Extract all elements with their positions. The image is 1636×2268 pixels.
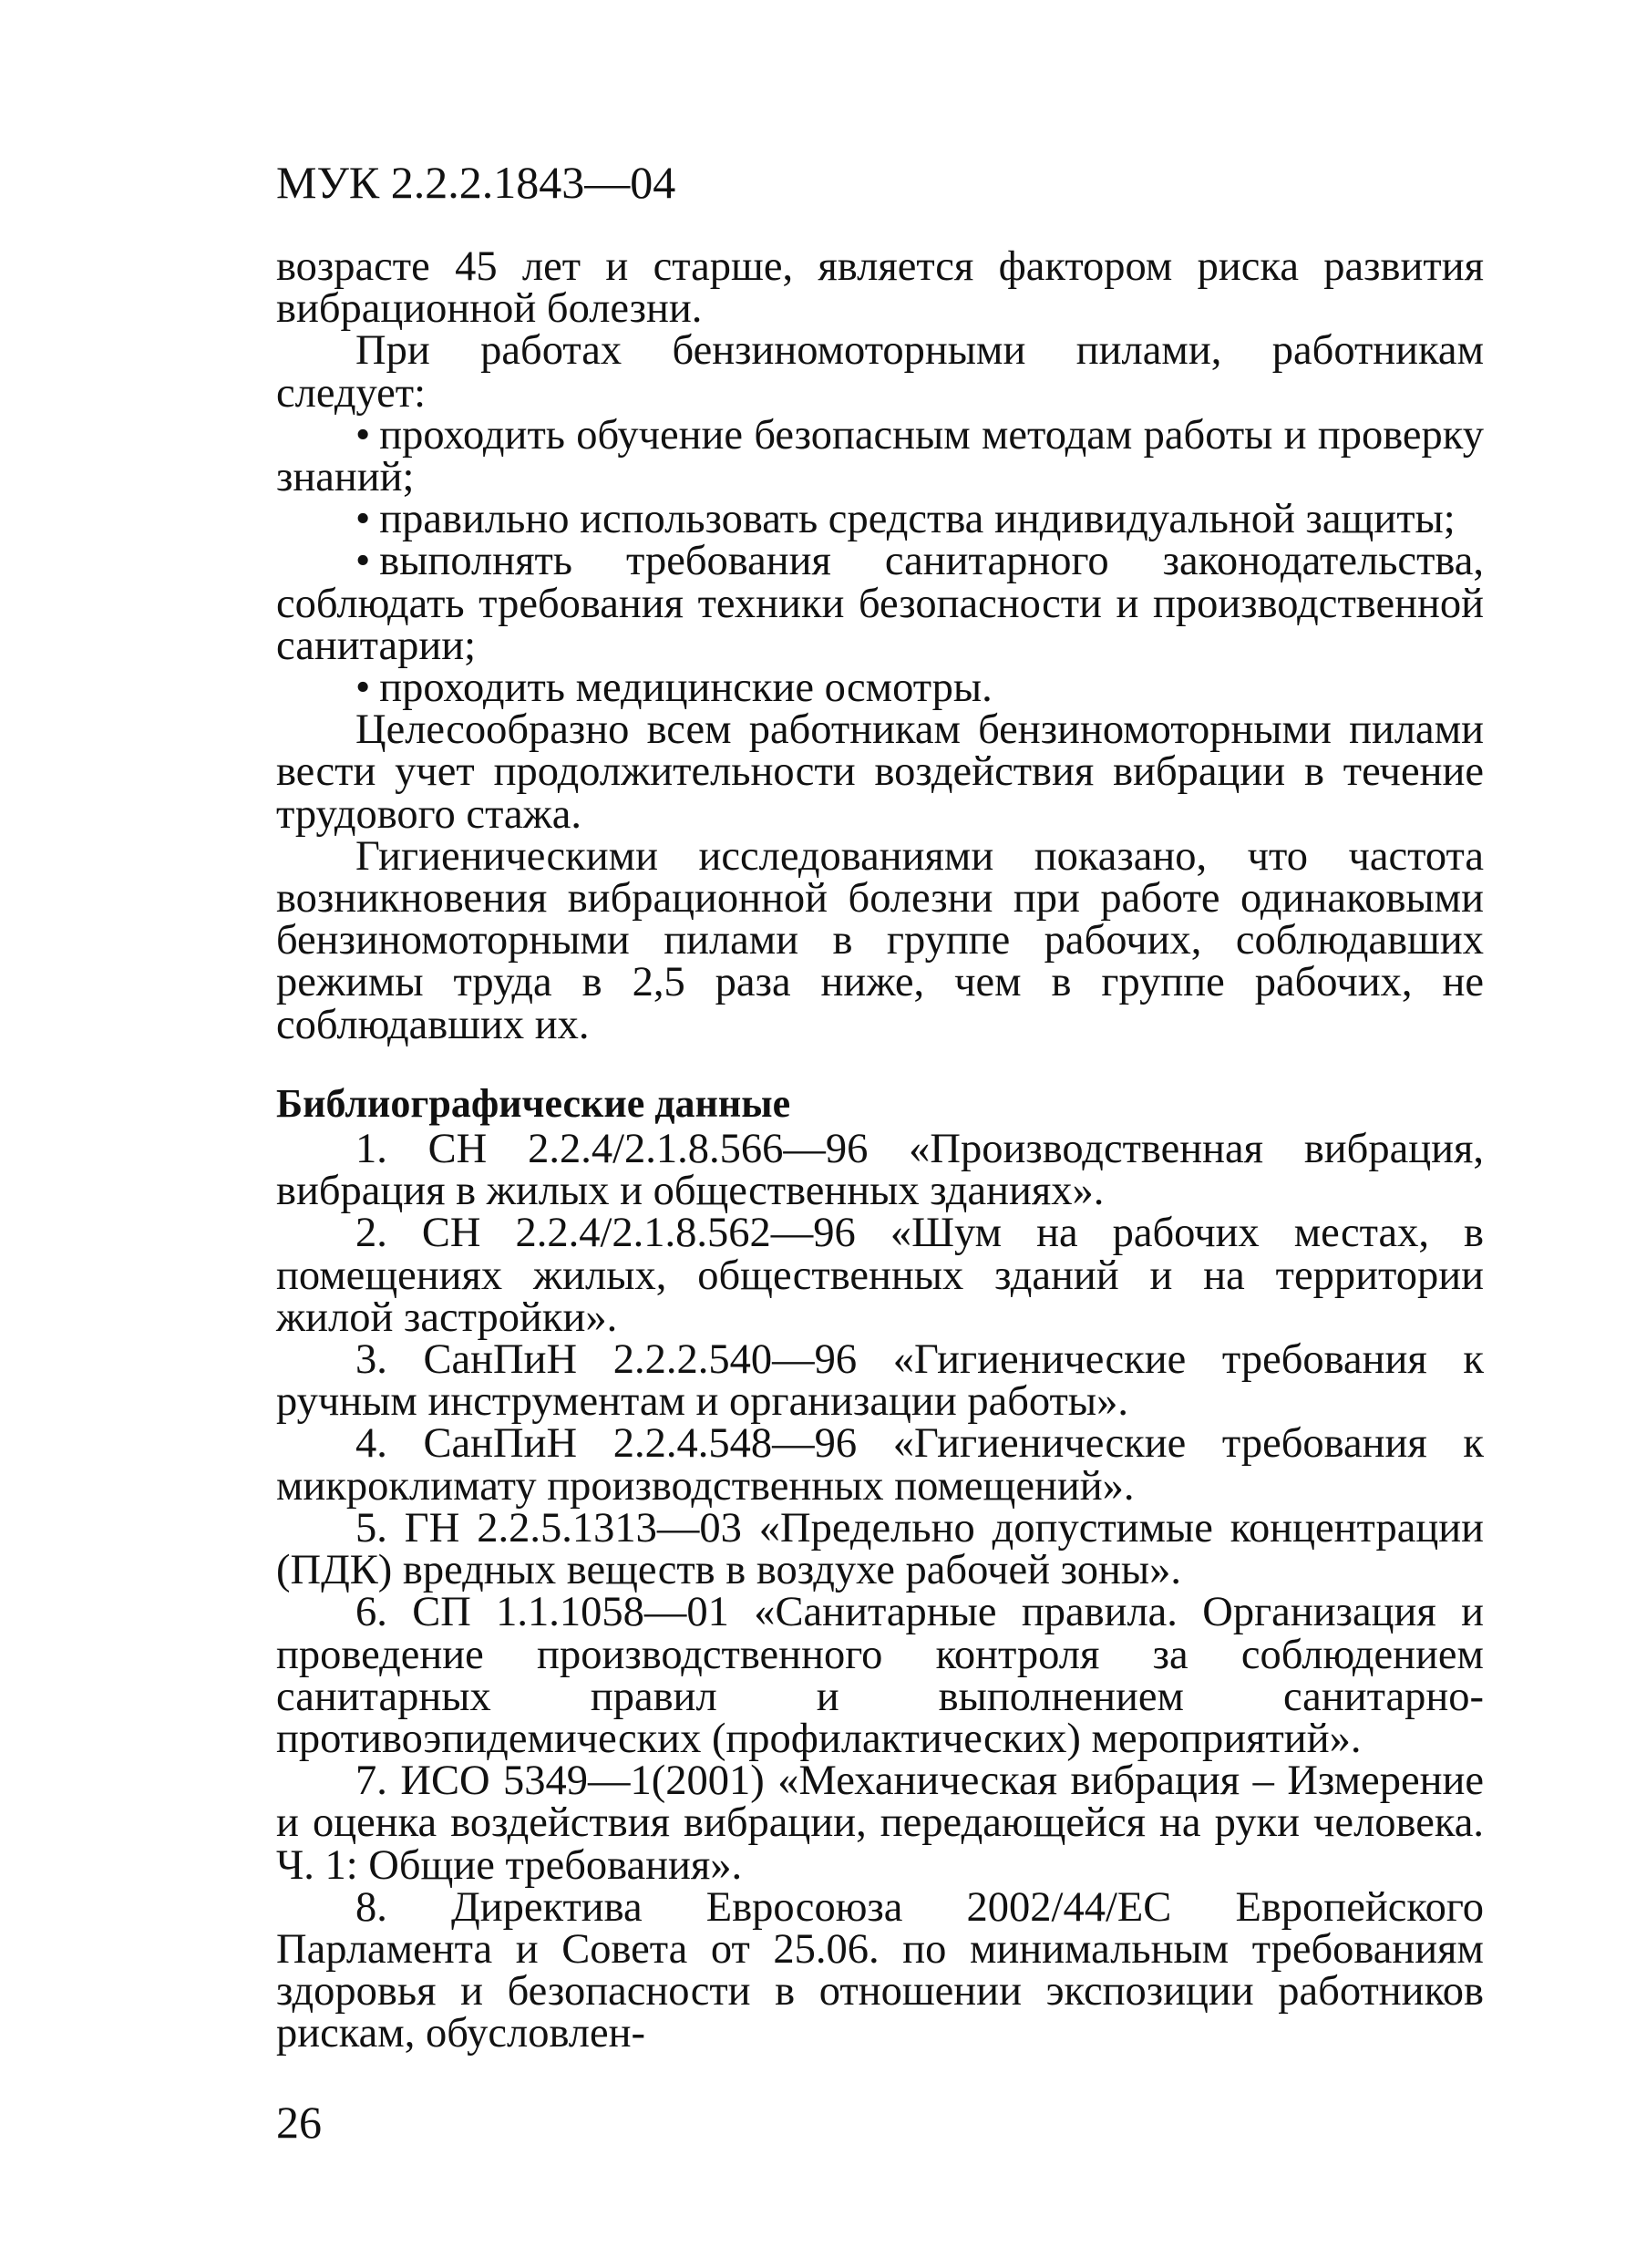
bullet-text: проходить обучение безопасным методам работы и проверку знаний; xyxy=(276,411,1484,501)
bullet-dot: • xyxy=(355,411,371,459)
bibliography-heading: Библиографические данные xyxy=(276,1080,791,1126)
bibliography-item: 3. СанПиН 2.2.2.540—96 «Гигиенические требования к ручным инструментам и организации работы». xyxy=(276,1336,1484,1426)
page-content xyxy=(276,243,1484,2057)
bullet-text: выполнять требования санитарного законодательства, соблюдать требования техники безопасности и производственной санитарии; xyxy=(276,538,1484,669)
document-code-header: МУК 2.2.2.1843—04 xyxy=(276,157,676,208)
bibliography-item: 1. СН 2.2.4/2.1.8.566—96 «Производственная вибрация, вибрация в жилых и общественных зданиях». xyxy=(276,1126,1484,1215)
paragraph-continued: возрасте 45 лет и старше, является фактором риска развития вибрационной болезни. xyxy=(276,243,1484,333)
bibliography-item: 2. СН 2.2.4/2.1.8.562—96 «Шум на рабочих местах, в помещениях жилых, общественных зданий и на территории жилой застройки». xyxy=(276,1210,1484,1341)
bullet-dot: • xyxy=(355,665,371,712)
paragraph-research: Гигиеническими исследованиями показано, что частота возникновения вибрационной болезни при работе одинаковыми бензиномоторными пилами в группе рабочих, соблюдавших режимы труда в 2,5 раза ниже, чем в группе рабочих, не соблюдавших их. xyxy=(276,832,1484,1048)
bibliography-item: 6. СП 1.1.1058—01 «Санитарные правила. Организация и проведение производственного контроля за соблюдением санитарных правил и выполнением санитарно-противоэпидемических (профилактических) мероприятий». xyxy=(276,1589,1484,1762)
bullet-item xyxy=(276,496,1484,543)
bibliography-item: 8. Директива Евросоюза 2002/44/ЕС Европейского Парламента и Совета от 25.06. по минимальным требованиям здоровья и безопасности в отношении экспозиции работников рискам, обусловлен- xyxy=(276,1883,1484,2057)
bullet-text: проходить медицинские осмотры. xyxy=(379,665,993,712)
paragraph-intro: При работах бензиномоторными пилами, работникам следует: xyxy=(276,327,1484,417)
bullet-item xyxy=(276,665,1484,712)
bullet-item xyxy=(276,411,1484,501)
bibliography-item: 7. ИСО 5349—1(2001) «Механическая вибрация – Измерение и оценка воздействия вибрации, передающейся на руки человека. Ч. 1: Общие требования». xyxy=(276,1758,1484,1889)
bullet-dot: • xyxy=(355,496,371,543)
bibliography-item: 5. ГН 2.2.5.1313—03 «Предельно допустимые концентрации (ПДК) вредных веществ в воздухе рабочей зоны». xyxy=(276,1504,1484,1594)
bullet-text: правильно использовать средства индивидуальной защиты; xyxy=(379,496,1456,543)
bullet-item xyxy=(276,538,1484,669)
bullet-dot: • xyxy=(355,538,371,585)
page-number: 26 xyxy=(276,2097,322,2148)
bibliography-item: 4. СанПиН 2.2.4.548—96 «Гигиенические требования к микроклимату производственных помещений». xyxy=(276,1420,1484,1510)
paragraph-recommendation: Целесообразно всем работникам бензиномоторными пилами вести учет продолжительности воздействия вибрации в течение трудового стажа. xyxy=(276,706,1484,838)
